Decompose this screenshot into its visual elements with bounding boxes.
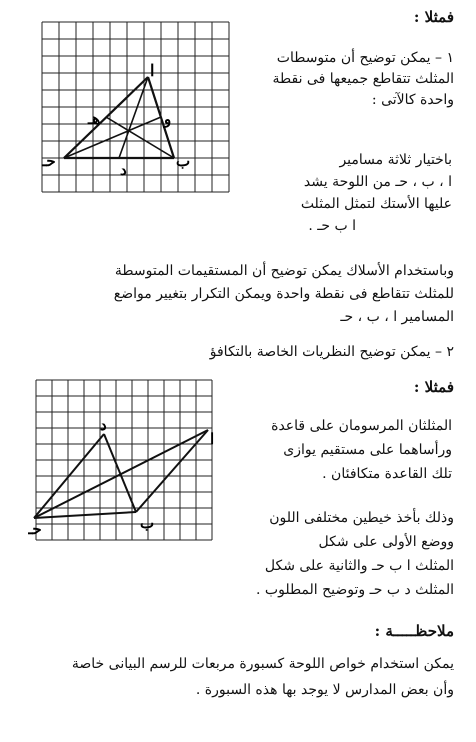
paragraph-line: ووضع الأولى على شكل	[318, 534, 454, 550]
paragraph-line: وذلك بأخذ خيطين مختلفى اللون	[269, 510, 454, 526]
note-heading: ملاحظـــــة :	[374, 622, 454, 640]
figure-1-label-w: و	[164, 110, 172, 128]
example-heading-2: فمثلا :	[413, 378, 454, 396]
figure-1-label-a: ا	[150, 61, 155, 80]
figure-2-label-a: ا	[210, 430, 215, 448]
paragraph-line: المثلث د ب حـ وتوضيح المطلوب .	[256, 582, 454, 598]
paragraph-line: المثلث تتقاطع جميعها فى نقطة	[272, 71, 454, 87]
paragraph-line: المثلث ا ب حـ والثانية على شكل	[264, 558, 454, 574]
paragraph-line: ا ب حـ .	[308, 218, 356, 234]
paragraph-line: للمثلث تتقاطع فى نقطة واحدة ويمكن التكرار بتغيير مواضع	[113, 286, 454, 302]
figure-2-label-d: د	[100, 416, 107, 434]
figure-1-label-c: حـ	[42, 152, 56, 170]
paragraph-line: ا ، ب ، حـ من اللوحة يشد	[303, 174, 452, 190]
paragraph-line: المثلثان المرسومان على قاعدة	[271, 418, 452, 434]
figure-1-grid	[42, 22, 229, 192]
figure-1-label-d: د	[120, 161, 127, 179]
figure-2-equal-area-triangles	[28, 374, 228, 550]
figure-2-label-b: ب	[140, 514, 155, 532]
paragraph-line: ١ – يمكن توضيح أن متوسطات	[276, 50, 454, 66]
figure-2-triangles	[34, 430, 208, 518]
paragraph-line: باختيار ثلاثة مسامير	[339, 152, 452, 168]
paragraph-line: واحدة كالآتى :	[371, 92, 454, 108]
paragraph-line: عليها الأستك لتمثل المثلث	[300, 196, 452, 212]
figure-2-label-c: حـ	[28, 520, 42, 538]
paragraph-line: المسامير ا ، ب ، حـ	[340, 309, 454, 325]
note-line: يمكن استخدام خواص اللوحة كسبورة مربعات للرسم البيانى خاصة	[71, 656, 454, 672]
paragraph-line: وباستخدام الأسلاك يمكن توضيح أن المستقيمات المتوسطة	[114, 263, 454, 279]
paragraph-line: تلك القاعدة متكافئان .	[322, 466, 452, 482]
figure-1-label-h: هـ	[88, 110, 101, 128]
note-line: وأن بعض المدارس لا يوجد بها هذه السبورة .	[195, 682, 454, 698]
item-equivalence: ٢ – يمكن توضيح النظريات الخاصة بالتكافؤ	[209, 344, 454, 360]
figure-1-triangle	[64, 77, 174, 158]
figure-1-label-b: ب	[176, 152, 191, 170]
figure-1-medians	[64, 77, 174, 158]
paragraph-line: ورأساهما على مستقيم يوازى	[283, 442, 452, 458]
example-heading-1: فمثلا :	[413, 8, 454, 26]
figure-1-triangle-medians	[38, 20, 234, 200]
